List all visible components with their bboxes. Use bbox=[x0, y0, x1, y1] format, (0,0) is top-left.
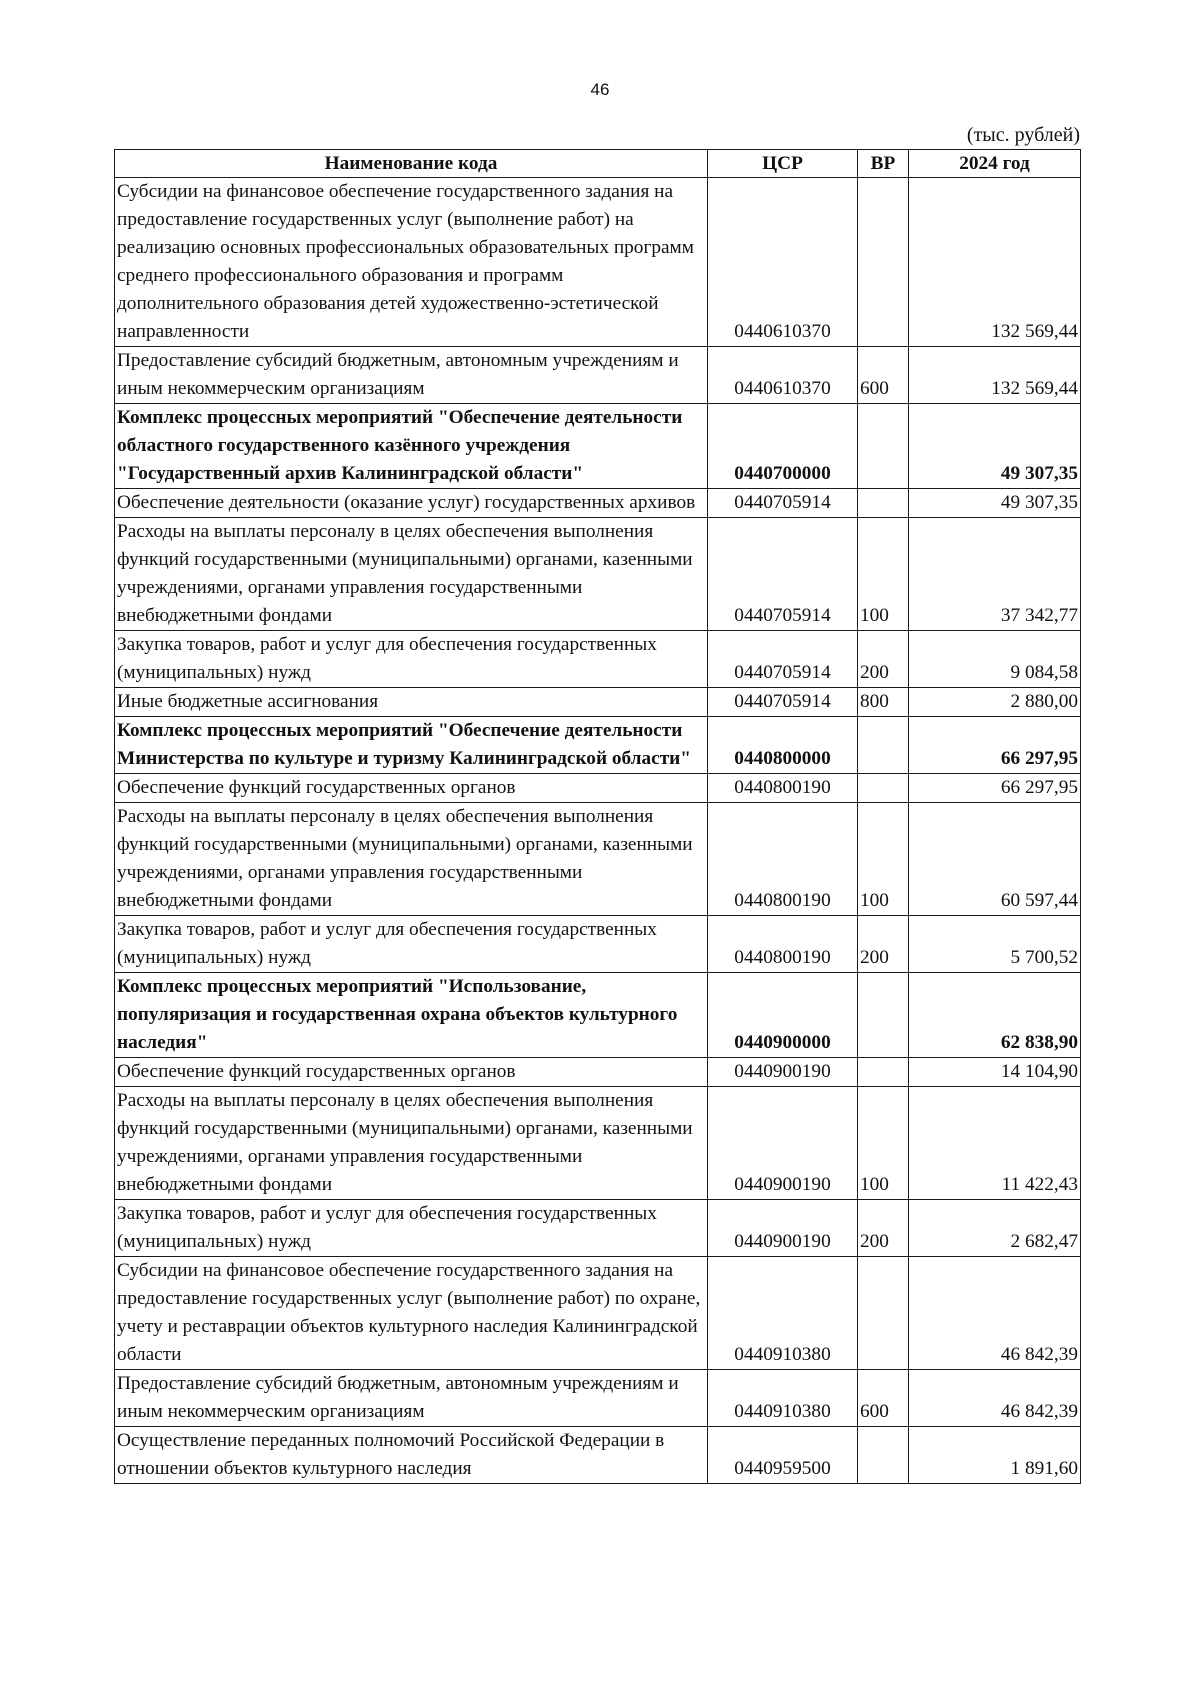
table-row bbox=[115, 1087, 1081, 1200]
table-row bbox=[115, 1257, 1081, 1370]
cell-name: Осуществление переданных полномочий Российской Федерации в отношении объектов культурного наследия bbox=[115, 1427, 708, 1484]
cell-name: Комплекс процессных мероприятий "Обеспечение деятельности областного государственного казённого учреждения "Государственный архив Калининградской области" bbox=[115, 404, 708, 489]
table-row bbox=[115, 178, 1081, 347]
cell-name: Закупка товаров, работ и услуг для обеспечения государственных (муниципальных) нужд bbox=[115, 631, 708, 688]
cell-vr: 100 bbox=[858, 1087, 909, 1200]
table-row-section bbox=[115, 404, 1081, 489]
cell-amount: 37 342,77 bbox=[909, 518, 1081, 631]
cell-amount: 66 297,95 bbox=[909, 774, 1081, 803]
cell-vr: 200 bbox=[858, 1200, 909, 1257]
cell-name: Субсидии на финансовое обеспечение государственного задания на предоставление государственных услуг (выполнение работ) по охране, учету и реставрации объектов культурного наследия Калининградской области bbox=[115, 1257, 708, 1370]
header-name: Наименование кода bbox=[115, 150, 708, 178]
cell-name: Обеспечение функций государственных органов bbox=[115, 774, 708, 803]
cell-csr: 0440800190 bbox=[708, 916, 858, 973]
table-row bbox=[115, 1370, 1081, 1427]
table-row bbox=[115, 518, 1081, 631]
cell-vr: 600 bbox=[858, 1370, 909, 1427]
table-row bbox=[115, 347, 1081, 404]
cell-csr: 0440800000 bbox=[708, 717, 858, 774]
cell-name: Субсидии на финансовое обеспечение государственного задания на предоставление государственных услуг (выполнение работ) на реализацию основных профессиональных образовательных программ среднего профессионального образования и программ дополнительного образования детей художественно-эстетической направленности bbox=[115, 178, 708, 347]
table-row bbox=[115, 916, 1081, 973]
cell-csr: 0440610370 bbox=[708, 178, 858, 347]
cell-csr: 0440700000 bbox=[708, 404, 858, 489]
cell-vr: 100 bbox=[858, 803, 909, 916]
cell-vr: 200 bbox=[858, 916, 909, 973]
table-row-section bbox=[115, 717, 1081, 774]
cell-csr: 0440705914 bbox=[708, 489, 858, 518]
cell-amount: 46 842,39 bbox=[909, 1370, 1081, 1427]
cell-amount: 132 569,44 bbox=[909, 178, 1081, 347]
cell-csr: 0440705914 bbox=[708, 518, 858, 631]
cell-csr: 0440900000 bbox=[708, 973, 858, 1058]
cell-vr: 600 bbox=[858, 347, 909, 404]
cell-vr bbox=[858, 404, 909, 489]
cell-name: Предоставление субсидий бюджетным, автономным учреждениям и иным некоммерческим организациям bbox=[115, 347, 708, 404]
cell-csr: 0440910380 bbox=[708, 1257, 858, 1370]
cell-csr: 0440610370 bbox=[708, 347, 858, 404]
cell-name: Закупка товаров, работ и услуг для обеспечения государственных (муниципальных) нужд bbox=[115, 916, 708, 973]
cell-csr: 0440959500 bbox=[708, 1427, 858, 1484]
header-csr: ЦСР bbox=[708, 150, 858, 178]
table-row bbox=[115, 1427, 1081, 1484]
cell-vr bbox=[858, 178, 909, 347]
cell-amount: 2 682,47 bbox=[909, 1200, 1081, 1257]
cell-vr bbox=[858, 489, 909, 518]
table-row bbox=[115, 1200, 1081, 1257]
cell-name: Закупка товаров, работ и услуг для обеспечения государственных (муниципальных) нужд bbox=[115, 1200, 708, 1257]
cell-csr: 0440705914 bbox=[708, 631, 858, 688]
cell-name: Обеспечение функций государственных органов bbox=[115, 1058, 708, 1087]
cell-amount: 1 891,60 bbox=[909, 1427, 1081, 1484]
cell-amount: 66 297,95 bbox=[909, 717, 1081, 774]
header-amount: 2024 год bbox=[909, 150, 1081, 178]
cell-csr: 0440900190 bbox=[708, 1058, 858, 1087]
cell-amount: 132 569,44 bbox=[909, 347, 1081, 404]
cell-vr bbox=[858, 1257, 909, 1370]
cell-amount: 9 084,58 bbox=[909, 631, 1081, 688]
cell-name: Расходы на выплаты персоналу в целях обеспечения выполнения функций государственными (муниципальными) органами, казенными учреждениями, органами управления государственными внебюджетными фондами bbox=[115, 803, 708, 916]
cell-name: Комплекс процессных мероприятий "Обеспечение деятельности Министерства по культуре и туризму Калининградской области" bbox=[115, 717, 708, 774]
cell-vr: 200 bbox=[858, 631, 909, 688]
budget-table bbox=[114, 149, 1081, 1484]
units-label: (тыс. рублей) bbox=[966, 124, 1080, 146]
table-row bbox=[115, 1058, 1081, 1087]
cell-name: Обеспечение деятельности (оказание услуг) государственных архивов bbox=[115, 489, 708, 518]
cell-amount: 60 597,44 bbox=[909, 803, 1081, 916]
cell-amount: 2 880,00 bbox=[909, 688, 1081, 717]
table-row bbox=[115, 774, 1081, 803]
cell-name: Иные бюджетные ассигнования bbox=[115, 688, 708, 717]
cell-amount: 46 842,39 bbox=[909, 1257, 1081, 1370]
cell-csr: 0440800190 bbox=[708, 774, 858, 803]
cell-vr bbox=[858, 1058, 909, 1087]
cell-csr: 0440800190 bbox=[708, 803, 858, 916]
cell-csr: 0440900190 bbox=[708, 1200, 858, 1257]
table-header-row bbox=[115, 150, 1081, 178]
table-row-section bbox=[115, 973, 1081, 1058]
cell-csr: 0440910380 bbox=[708, 1370, 858, 1427]
cell-name: Расходы на выплаты персоналу в целях обеспечения выполнения функций государственными (муниципальными) органами, казенными учреждениями, органами управления государственными внебюджетными фондами bbox=[115, 518, 708, 631]
cell-amount: 49 307,35 bbox=[909, 404, 1081, 489]
header-vr: ВР bbox=[858, 150, 909, 178]
cell-vr bbox=[858, 973, 909, 1058]
cell-name: Комплекс процессных мероприятий "Использование, популяризация и государственная охрана объектов культурного наследия" bbox=[115, 973, 708, 1058]
cell-amount: 11 422,43 bbox=[909, 1087, 1081, 1200]
cell-csr: 0440900190 bbox=[708, 1087, 858, 1200]
cell-vr: 800 bbox=[858, 688, 909, 717]
cell-vr bbox=[858, 717, 909, 774]
cell-amount: 49 307,35 bbox=[909, 489, 1081, 518]
cell-csr: 0440705914 bbox=[708, 688, 858, 717]
table-row bbox=[115, 688, 1081, 717]
page-number: 46 bbox=[590, 80, 610, 99]
cell-amount: 62 838,90 bbox=[909, 973, 1081, 1058]
cell-vr bbox=[858, 1427, 909, 1484]
cell-vr: 100 bbox=[858, 518, 909, 631]
table-row bbox=[115, 631, 1081, 688]
cell-name: Расходы на выплаты персоналу в целях обеспечения выполнения функций государственными (муниципальными) органами, казенными учреждениями, органами управления государственными внебюджетными фондами bbox=[115, 1087, 708, 1200]
cell-amount: 5 700,52 bbox=[909, 916, 1081, 973]
table-row bbox=[115, 489, 1081, 518]
table-row bbox=[115, 803, 1081, 916]
cell-amount: 14 104,90 bbox=[909, 1058, 1081, 1087]
cell-name: Предоставление субсидий бюджетным, автономным учреждениям и иным некоммерческим организациям bbox=[115, 1370, 708, 1427]
cell-vr bbox=[858, 774, 909, 803]
